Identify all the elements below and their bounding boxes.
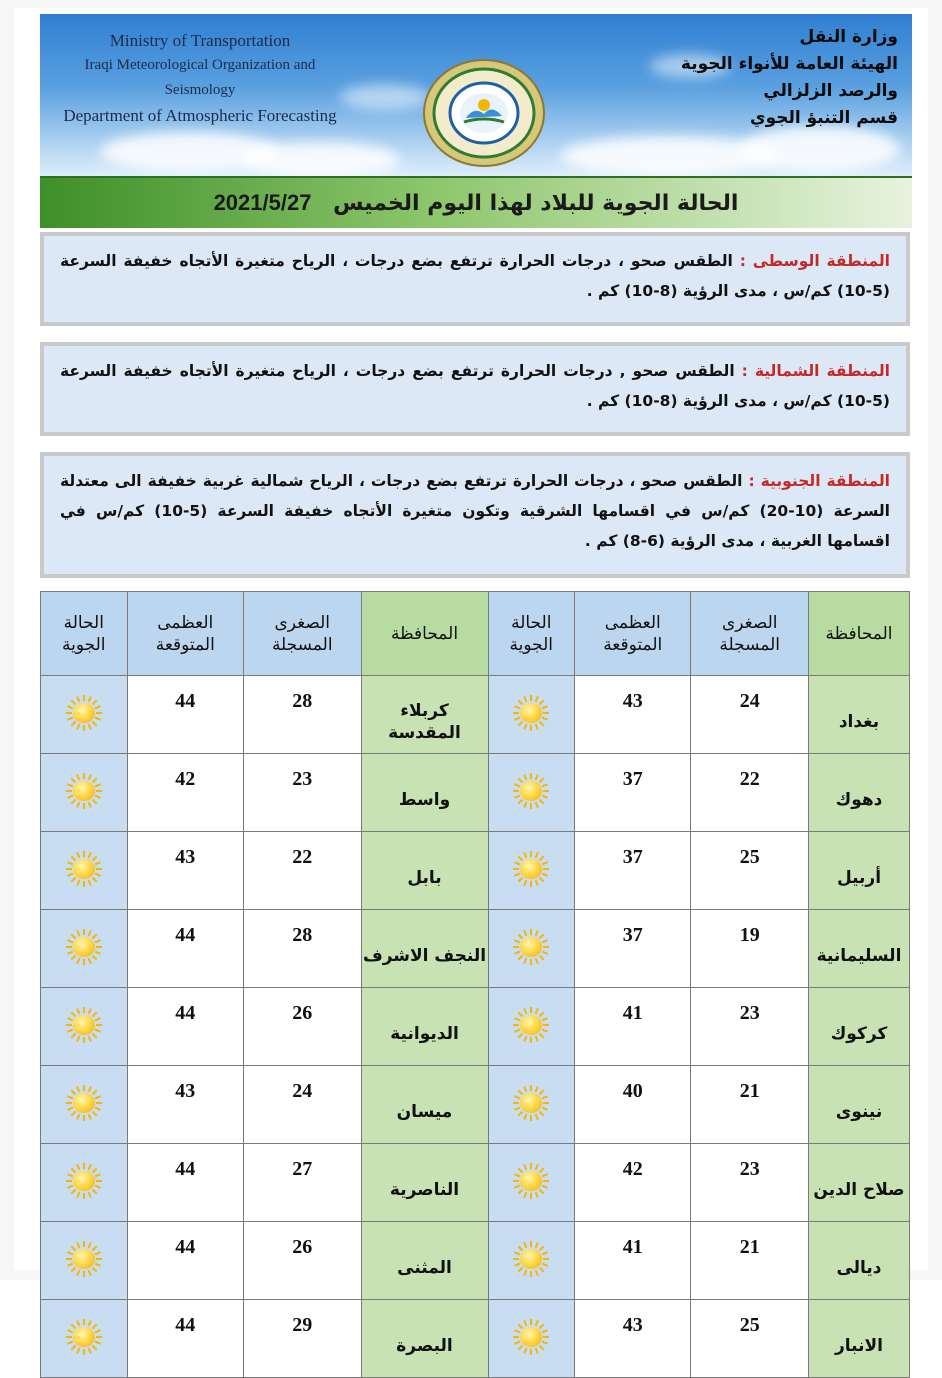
governorate-cell: واسط <box>361 754 488 832</box>
min-temp-cell: 23 <box>691 1144 809 1222</box>
header-min: الصغرى المسجلة <box>243 592 361 676</box>
table-row <box>41 1144 910 1222</box>
min-temp-cell: 26 <box>243 1222 361 1300</box>
region-north-name: المنطقة الشمالية : <box>741 362 890 380</box>
governorate-cell: الديوانية <box>361 988 488 1066</box>
department-name-ar: قسم التنبؤ الجوي <box>750 108 898 128</box>
sun-icon <box>64 927 104 967</box>
min-temp-cell: 21 <box>691 1066 809 1144</box>
max-temp-cell: 43 <box>127 1066 243 1144</box>
title-text: الحالة الجوية للبلاد لهذا اليوم الخميس <box>333 191 739 216</box>
max-temp-cell: 43 <box>575 676 691 754</box>
header-state: الحالة الجوية <box>41 592 128 676</box>
title-date: 2021/5/27 <box>213 190 312 215</box>
governorate-cell: صلاح الدين <box>809 1144 910 1222</box>
weather-state-cell <box>488 1144 574 1222</box>
weather-state-cell <box>41 1144 128 1222</box>
min-temp-cell: 22 <box>243 832 361 910</box>
min-temp-cell: 19 <box>691 910 809 988</box>
max-temp-cell: 40 <box>575 1066 691 1144</box>
table-row <box>41 910 910 988</box>
weather-state-cell <box>41 754 128 832</box>
max-temp-cell: 37 <box>575 754 691 832</box>
governorate-cell: بغداد <box>809 676 910 754</box>
governorate-cell: الناصرية <box>361 1144 488 1222</box>
weather-state-cell <box>488 1066 574 1144</box>
region-central-text: الطقس صحو ، درجات الحرارة ترتفع بضع درجات ، الرياح متغيرة الأتجاه خفيفة السرعة (5-10) كم/س ، مدى الرؤية (8-10) كم . <box>60 252 890 300</box>
sun-icon <box>64 849 104 889</box>
organization-logo <box>422 58 546 168</box>
header-max: العظمى المتوقعة <box>575 592 691 676</box>
sun-icon <box>511 1317 551 1357</box>
governorate-cell: ديالى <box>809 1222 910 1300</box>
table-row <box>41 676 910 754</box>
min-temp-cell: 23 <box>691 988 809 1066</box>
header-governorate: المحافظة <box>361 592 488 676</box>
max-temp-cell: 37 <box>575 832 691 910</box>
table-row <box>41 1300 910 1378</box>
governorate-cell: أربيل <box>809 832 910 910</box>
header-max: العظمى المتوقعة <box>127 592 243 676</box>
sun-icon <box>511 771 551 811</box>
min-temp-cell: 23 <box>243 754 361 832</box>
table-row <box>41 754 910 832</box>
max-temp-cell: 41 <box>575 1222 691 1300</box>
weather-state-cell <box>41 1066 128 1144</box>
weather-state-cell <box>41 676 128 754</box>
title-bar <box>40 176 912 228</box>
max-temp-cell: 44 <box>127 676 243 754</box>
table-header-row <box>41 592 910 676</box>
max-temp-cell: 37 <box>575 910 691 988</box>
weather-state-cell <box>488 910 574 988</box>
table-row <box>41 1066 910 1144</box>
region-north-text: الطقس صحو , درجات الحرارة ترتفع بضع درجات ، الرياح متغيرة الأتجاه خفيفة السرعة (5-10) كم/س ، مدى الرؤية (8-10) كم . <box>60 362 890 410</box>
sun-icon <box>64 1083 104 1123</box>
organization-name-en: Iraqi Meteorological Organization and Seismology <box>84 57 316 98</box>
ministry-name-ar: وزارة النقل <box>799 27 898 47</box>
weather-state-cell <box>41 832 128 910</box>
min-temp-cell: 25 <box>691 832 809 910</box>
max-temp-cell: 44 <box>127 1144 243 1222</box>
region-south-text: الطقس صحو ، درجات الحرارة ترتفع بضع درجات ، الرياح شمالية غربية خفيفة الى معتدلة السرعة (10-20) كم/س في اقسامها الشرقية وتكون متغيرة الأتجاه خفيفة السرعة (5-10) كم/س في اقسامها الغربية ، مدى الرؤية (6-8) كم . <box>60 472 890 550</box>
sun-icon <box>511 693 551 733</box>
min-temp-cell: 28 <box>243 676 361 754</box>
region-south <box>40 452 910 578</box>
min-temp-cell: 21 <box>691 1222 809 1300</box>
weather-state-cell <box>488 676 574 754</box>
region-north <box>40 342 910 436</box>
department-name-en: Department of Atmospheric Forecasting <box>63 106 337 125</box>
governorate-cell: ميسان <box>361 1066 488 1144</box>
sun-icon <box>511 927 551 967</box>
sun-icon <box>511 1083 551 1123</box>
sun-icon <box>511 849 551 889</box>
weather-state-cell <box>488 988 574 1066</box>
table-row <box>41 1222 910 1300</box>
governorate-cell: دهوك <box>809 754 910 832</box>
governorate-cell: السليمانية <box>809 910 910 988</box>
region-central <box>40 232 910 326</box>
max-temp-cell: 44 <box>127 988 243 1066</box>
governorate-cell: نينوى <box>809 1066 910 1144</box>
weather-state-cell <box>488 832 574 910</box>
governorate-cell: بابل <box>361 832 488 910</box>
header-banner <box>40 14 912 176</box>
sun-icon <box>64 1005 104 1045</box>
sun-icon <box>64 1161 104 1201</box>
header-state: الحالة الجوية <box>488 592 574 676</box>
max-temp-cell: 43 <box>127 832 243 910</box>
sun-icon <box>64 1239 104 1279</box>
weather-state-cell <box>41 910 128 988</box>
max-temp-cell: 43 <box>575 1300 691 1378</box>
max-temp-cell: 42 <box>575 1144 691 1222</box>
governorate-cell: كربلاء المقدسة <box>361 676 488 754</box>
governorate-cell: الانبار <box>809 1300 910 1378</box>
header-min: الصغرى المسجلة <box>691 592 809 676</box>
max-temp-cell: 42 <box>127 754 243 832</box>
ministry-name-en: Ministry of Transportation <box>109 31 291 50</box>
english-heading <box>50 28 350 128</box>
sun-icon <box>511 1005 551 1045</box>
weather-state-cell <box>41 988 128 1066</box>
max-temp-cell: 44 <box>127 1300 243 1378</box>
governorate-cell: كركوك <box>809 988 910 1066</box>
weather-state-cell <box>41 1222 128 1300</box>
weather-state-cell <box>488 1222 574 1300</box>
table-row <box>41 988 910 1066</box>
min-temp-cell: 29 <box>243 1300 361 1378</box>
sun-icon <box>64 1317 104 1357</box>
sun-icon <box>511 1161 551 1201</box>
sun-icon <box>64 693 104 733</box>
forecast-table <box>40 591 910 1378</box>
sun-icon <box>64 771 104 811</box>
governorate-cell: النجف الاشرف <box>361 910 488 988</box>
min-temp-cell: 27 <box>243 1144 361 1222</box>
table-row <box>41 832 910 910</box>
organization-name-ar: الهيئة العامة للأنواء الجوية والرصد الزلزالي <box>680 54 898 101</box>
min-temp-cell: 24 <box>243 1066 361 1144</box>
sun-icon <box>511 1239 551 1279</box>
max-temp-cell: 44 <box>127 1222 243 1300</box>
header-governorate: المحافظة <box>809 592 910 676</box>
arabic-heading <box>638 24 898 132</box>
min-temp-cell: 26 <box>243 988 361 1066</box>
weather-state-cell <box>488 1300 574 1378</box>
page-title <box>40 190 912 216</box>
region-central-name: المنطقة الوسطى : <box>739 252 890 270</box>
max-temp-cell: 44 <box>127 910 243 988</box>
governorate-cell: البصرة <box>361 1300 488 1378</box>
min-temp-cell: 25 <box>691 1300 809 1378</box>
governorate-cell: المثنى <box>361 1222 488 1300</box>
region-south-name: المنطقة الجنوبية : <box>748 472 890 490</box>
weather-state-cell <box>41 1300 128 1378</box>
min-temp-cell: 28 <box>243 910 361 988</box>
weather-state-cell <box>488 754 574 832</box>
max-temp-cell: 41 <box>575 988 691 1066</box>
min-temp-cell: 24 <box>691 676 809 754</box>
min-temp-cell: 22 <box>691 754 809 832</box>
